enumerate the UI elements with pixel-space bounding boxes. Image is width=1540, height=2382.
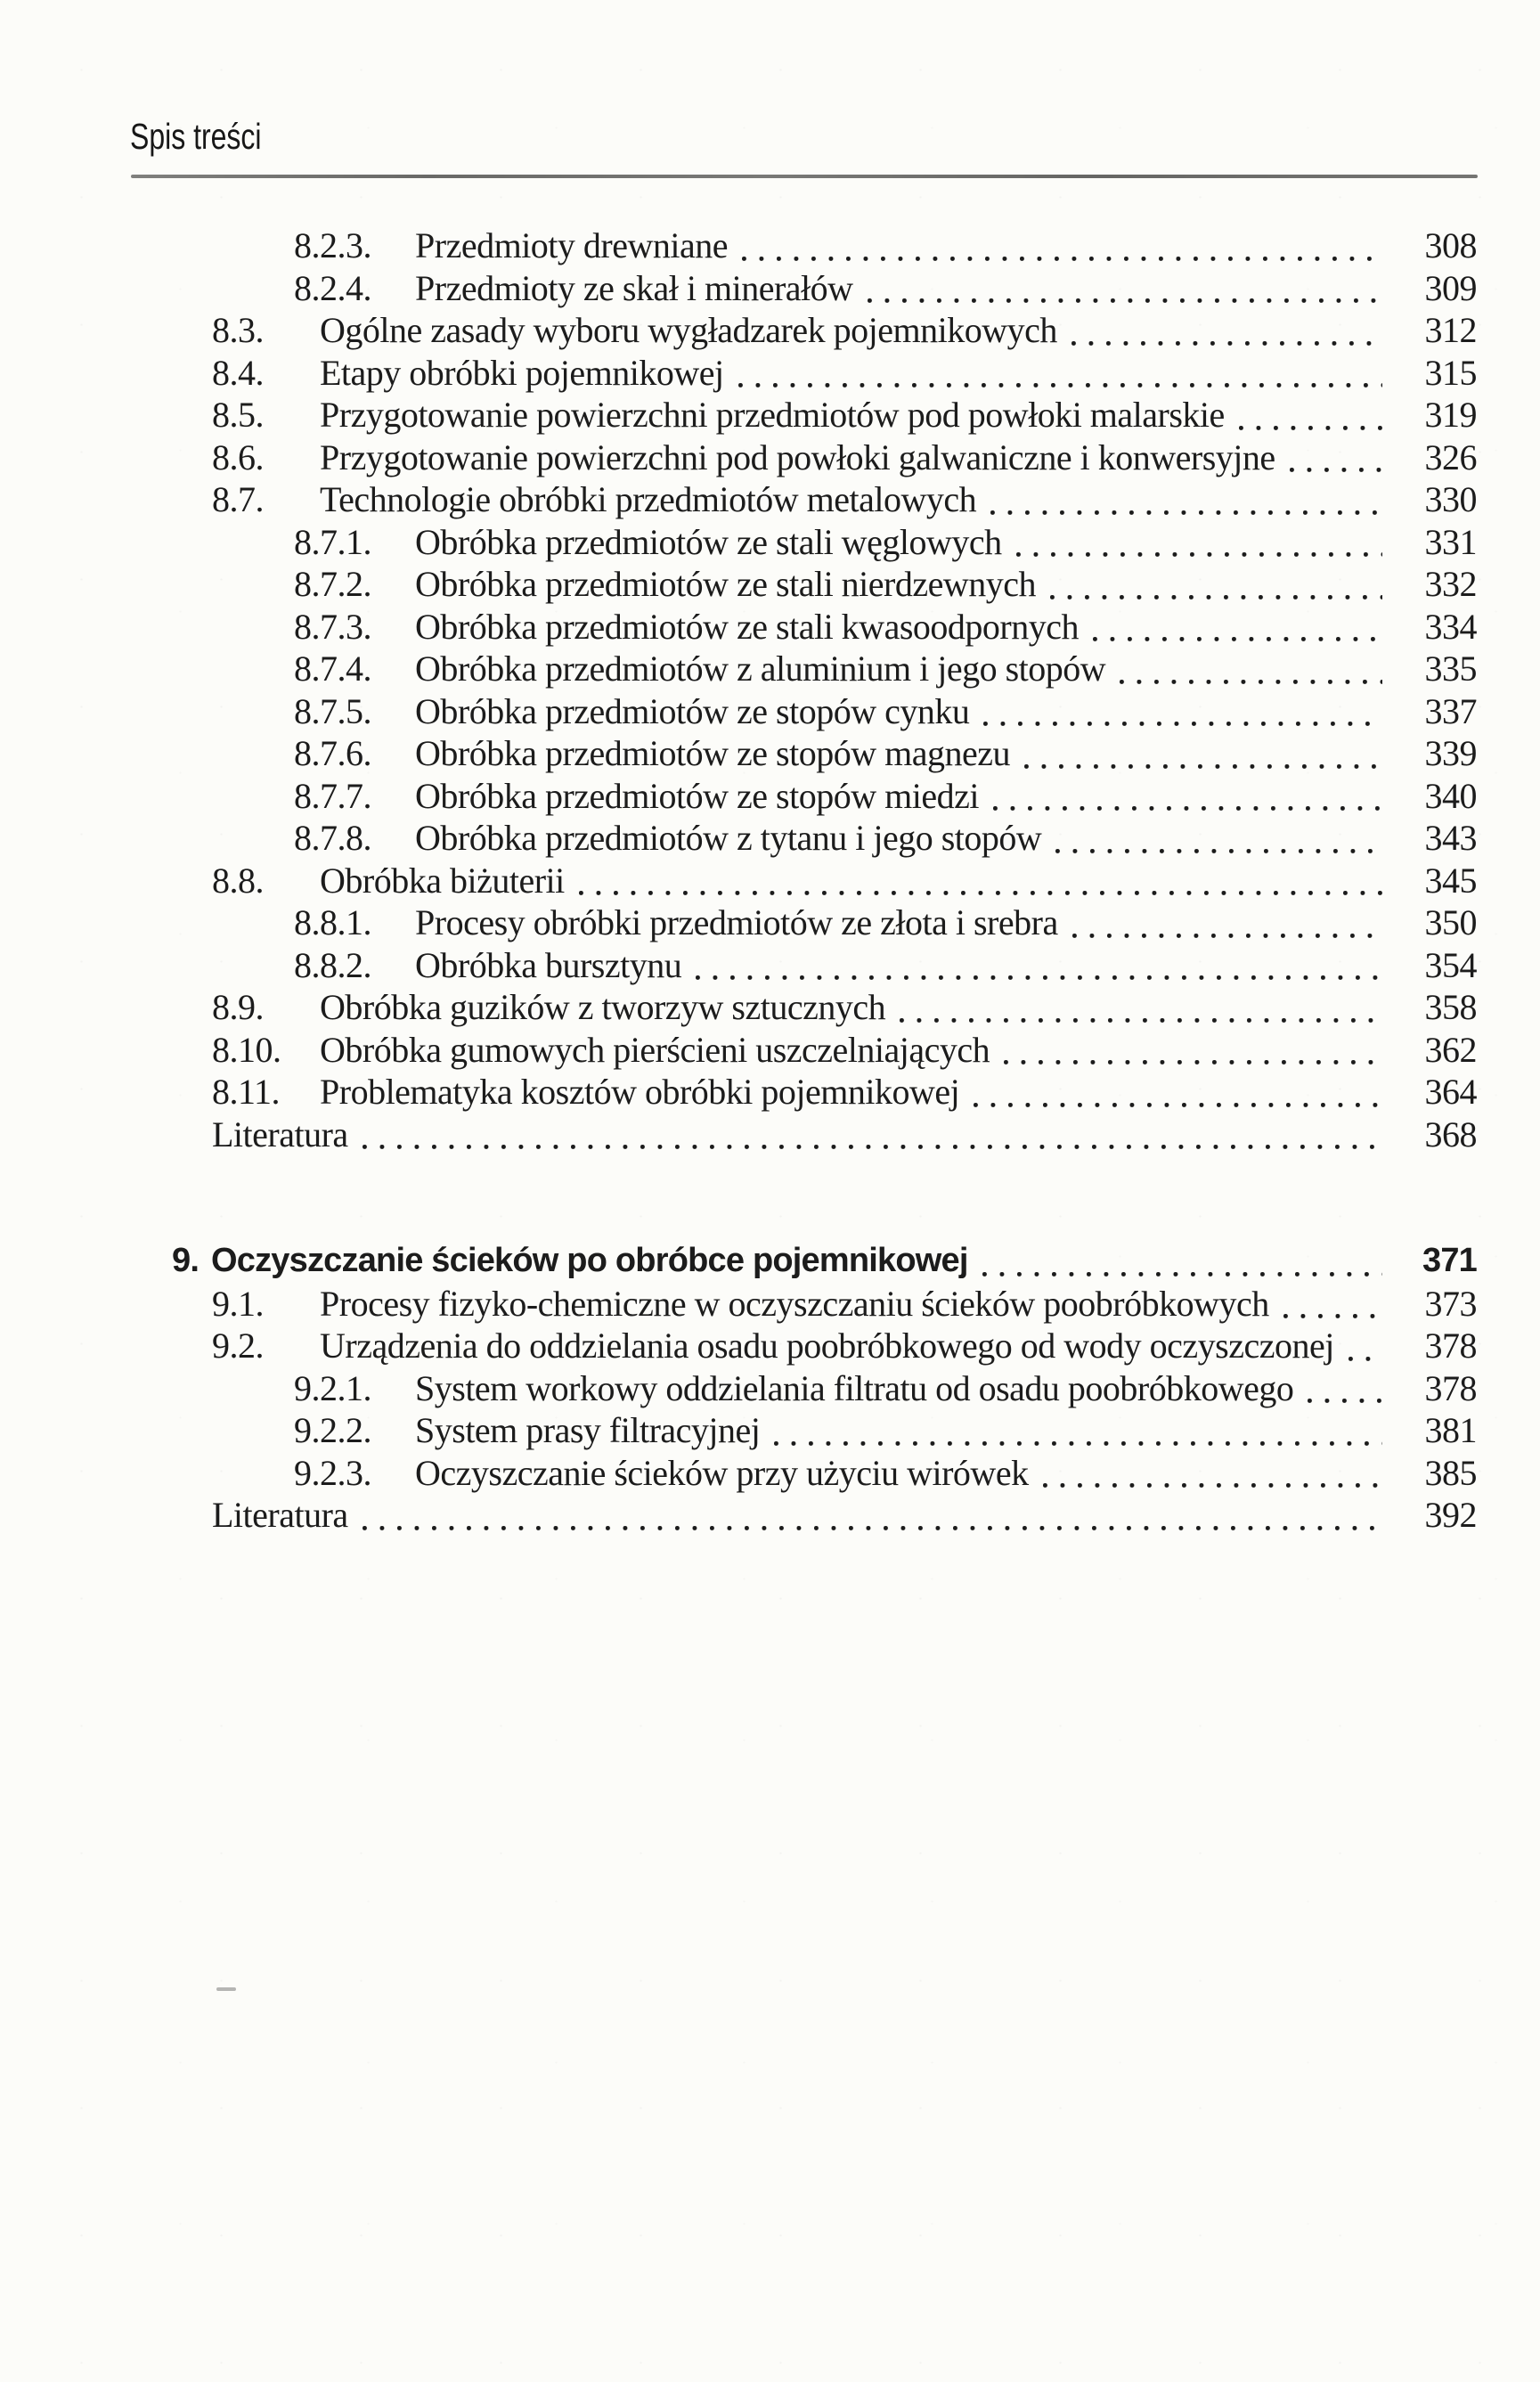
toc-page-number: 378 bbox=[1424, 1326, 1477, 1366]
toc-page-number: 368 bbox=[1424, 1114, 1477, 1154]
toc-page-number: 371 bbox=[1422, 1242, 1477, 1279]
toc-entry-number: 8.7.1. bbox=[294, 521, 371, 562]
toc-row bbox=[0, 521, 1540, 564]
toc-page-number: 319 bbox=[1424, 395, 1477, 435]
dot-leader bbox=[774, 1409, 1382, 1452]
toc-row bbox=[0, 267, 1540, 310]
toc-row bbox=[0, 690, 1540, 733]
toc-page-number: 339 bbox=[1424, 733, 1477, 773]
toc-row bbox=[0, 817, 1540, 860]
toc-entry-title: Literatura bbox=[212, 1495, 348, 1535]
toc-entry-number: 8.8.1. bbox=[294, 902, 371, 942]
toc-row bbox=[0, 309, 1540, 352]
toc-entry-title: Obróbka guzików z tworzyw sztucznych bbox=[320, 987, 886, 1027]
dot-leader bbox=[868, 267, 1382, 310]
toc-entry-title: System workowy oddzielania filtratu od osadu poobróbkowego bbox=[415, 1367, 1294, 1408]
toc-row bbox=[0, 1283, 1540, 1326]
toc-page-number: 381 bbox=[1424, 1410, 1477, 1450]
toc-entry-number: 8.3. bbox=[212, 310, 264, 350]
toc-row bbox=[0, 1452, 1540, 1495]
toc-entry-number: 8.8.2. bbox=[294, 944, 371, 985]
toc-page-number: 354 bbox=[1424, 944, 1477, 985]
dot-leader bbox=[1055, 817, 1382, 860]
toc-page-number: 362 bbox=[1424, 1029, 1477, 1070]
toc-entry-number: 8.5. bbox=[212, 395, 264, 435]
toc-entry-title: Obróbka przedmiotów ze stali węglowych bbox=[415, 521, 1002, 562]
dot-leader bbox=[1050, 563, 1382, 606]
toc-row bbox=[0, 1494, 1540, 1537]
toc-page-number: 331 bbox=[1424, 521, 1477, 562]
dot-leader bbox=[1071, 309, 1382, 352]
toc-entry-title: Obróbka przedmiotów ze stopów magnezu bbox=[415, 733, 1010, 773]
toc-row bbox=[0, 478, 1540, 521]
toc-page-number: 392 bbox=[1424, 1495, 1477, 1535]
toc-page-number: 335 bbox=[1424, 649, 1477, 689]
toc-page-number: 309 bbox=[1424, 267, 1477, 308]
dot-leader bbox=[696, 944, 1382, 987]
dot-leader bbox=[1239, 394, 1382, 436]
toc-row bbox=[0, 606, 1540, 649]
toc-entry-title: Urządzenia do oddzielania osadu poobróbkowego od wody oczyszczonej bbox=[320, 1326, 1334, 1366]
toc-entry-title: Obróbka przedmiotów ze stali nierdzewnych bbox=[415, 564, 1037, 604]
toc-entry-title: Obróbka biżuterii bbox=[320, 860, 565, 901]
toc-entry-title: Obróbka przedmiotów ze stopów miedzi bbox=[415, 775, 979, 816]
toc-entry-number: 8.8. bbox=[212, 860, 264, 901]
toc-entry-number: 9.2.3. bbox=[294, 1452, 371, 1493]
toc-row bbox=[0, 1029, 1540, 1072]
toc-entry-number: 8.7.3. bbox=[294, 606, 371, 647]
toc-row bbox=[0, 1240, 1540, 1283]
toc-entry-number: 8.4. bbox=[212, 352, 264, 393]
toc-page-number: 308 bbox=[1424, 225, 1477, 265]
toc-row bbox=[0, 775, 1540, 818]
toc-entry-number: 8.7.4. bbox=[294, 649, 371, 689]
dot-leader bbox=[1349, 1325, 1382, 1367]
toc-entry-title: Procesy obróbki przedmiotów ze złota i srebra bbox=[415, 902, 1058, 942]
toc-row bbox=[0, 986, 1540, 1029]
toc-row bbox=[0, 1325, 1540, 1367]
dot-leader bbox=[1043, 1452, 1382, 1495]
toc-row bbox=[0, 224, 1540, 267]
toc-entry-number: 8.10. bbox=[212, 1029, 281, 1070]
toc-page-number: 350 bbox=[1424, 902, 1477, 942]
toc-page-number: 334 bbox=[1424, 606, 1477, 647]
toc-page-number: 312 bbox=[1424, 310, 1477, 350]
toc-entry-number: 9.2. bbox=[212, 1326, 264, 1366]
toc-row bbox=[0, 944, 1540, 987]
toc-entry-title: System prasy filtracyjnej bbox=[415, 1410, 761, 1450]
dot-leader bbox=[983, 690, 1382, 733]
toc-entry-number: 9.1. bbox=[212, 1283, 264, 1324]
toc-page-number: 337 bbox=[1424, 690, 1477, 731]
dot-leader bbox=[990, 478, 1382, 521]
toc-entry-number: 8.6. bbox=[212, 436, 264, 477]
dot-leader bbox=[742, 224, 1382, 267]
toc-entry-title: Obróbka przedmiotów ze stopów cynku bbox=[415, 690, 970, 731]
toc-entry-title: Przedmioty drewniane bbox=[415, 225, 728, 265]
toc-page-number: 315 bbox=[1424, 352, 1477, 393]
toc-row bbox=[0, 648, 1540, 690]
dot-leader bbox=[363, 1114, 1382, 1156]
toc-page-number: 358 bbox=[1424, 987, 1477, 1027]
toc-row bbox=[0, 732, 1540, 775]
toc-row bbox=[0, 1071, 1540, 1114]
toc-entry-number: 9.2.1. bbox=[294, 1367, 371, 1408]
toc-entry-title: Technologie obróbki przedmiotów metalowych bbox=[320, 479, 977, 519]
dot-leader bbox=[1120, 648, 1382, 690]
table-of-contents bbox=[0, 224, 1540, 1537]
toc-page-number: 340 bbox=[1424, 775, 1477, 816]
toc-page-number: 364 bbox=[1424, 1072, 1477, 1112]
dot-leader bbox=[900, 986, 1382, 1029]
toc-entry-title: Literatura bbox=[212, 1114, 348, 1154]
toc-page-number: 330 bbox=[1424, 479, 1477, 519]
dot-leader bbox=[1283, 1283, 1382, 1326]
toc-entry-title: Etapy obróbki pojemnikowej bbox=[320, 352, 724, 393]
dot-leader bbox=[363, 1494, 1382, 1537]
toc-page-number: 373 bbox=[1424, 1283, 1477, 1324]
dot-leader bbox=[1004, 1029, 1382, 1072]
toc-entry-title: Obróbka gumowych pierścieni uszczelniających bbox=[320, 1029, 990, 1070]
toc-page-number: 378 bbox=[1424, 1367, 1477, 1408]
toc-row bbox=[0, 1114, 1540, 1156]
toc-page-number: 326 bbox=[1424, 436, 1477, 477]
toc-entry-title: Ogólne zasady wyboru wygładzarek pojemnikowych bbox=[320, 310, 1057, 350]
dot-leader bbox=[1072, 901, 1382, 944]
toc-entry-number: 8.7. bbox=[212, 479, 264, 519]
toc-row bbox=[0, 1367, 1540, 1410]
toc-entry-title: Przygotowanie powierzchni pod powłoki galwaniczne i konwersyjne bbox=[320, 436, 1275, 477]
dot-leader bbox=[579, 860, 1382, 902]
dot-leader bbox=[1016, 521, 1382, 564]
toc-entry-title: Oczyszczanie ścieków przy użyciu wirówek bbox=[415, 1452, 1029, 1493]
toc-entry-number: 8.7.7. bbox=[294, 775, 371, 816]
toc-entry-number: 9.2.2. bbox=[294, 1410, 371, 1450]
toc-row bbox=[0, 563, 1540, 606]
toc-entry-number: 8.7.8. bbox=[294, 818, 371, 858]
scan-artifact bbox=[216, 1987, 236, 1991]
toc-entry-title: Przygotowanie powierzchni przedmiotów pod powłoki malarskie bbox=[320, 395, 1225, 435]
toc-row bbox=[0, 1409, 1540, 1452]
toc-page-number: 332 bbox=[1424, 564, 1477, 604]
toc-entry-title: Obróbka przedmiotów z tytanu i jego stopów bbox=[415, 818, 1042, 858]
dot-leader bbox=[974, 1071, 1382, 1114]
header-rule bbox=[131, 175, 1478, 178]
toc-row bbox=[0, 860, 1540, 902]
toc-page-number: 343 bbox=[1424, 818, 1477, 858]
toc-entry-title: Problematyka kosztów obróbki pojemnikowej bbox=[320, 1072, 960, 1112]
dot-leader bbox=[993, 775, 1382, 818]
toc-entry-title: Procesy fizyko-chemiczne w oczyszczaniu ścieków poobróbkowych bbox=[320, 1283, 1269, 1324]
dot-leader bbox=[738, 352, 1382, 395]
toc-page-number: 385 bbox=[1424, 1452, 1477, 1493]
toc-row bbox=[0, 901, 1540, 944]
toc-entry-title: Obróbka przedmiotów z aluminium i jego stopów bbox=[415, 649, 1106, 689]
toc-row bbox=[0, 352, 1540, 395]
toc-row bbox=[0, 394, 1540, 436]
toc-entry-number: 8.9. bbox=[212, 987, 264, 1027]
toc-entry-number: 9. bbox=[172, 1242, 200, 1279]
toc-entry-title: Obróbka bursztynu bbox=[415, 944, 682, 985]
dot-leader bbox=[1290, 436, 1382, 479]
toc-entry-number: 8.7.2. bbox=[294, 564, 371, 604]
toc-entry-number: 8.2.4. bbox=[294, 267, 371, 308]
dot-leader bbox=[1093, 606, 1382, 649]
dot-leader bbox=[1024, 732, 1382, 775]
toc-entry-number: 8.2.3. bbox=[294, 225, 371, 265]
dot-leader bbox=[1308, 1367, 1382, 1410]
dot-leader bbox=[982, 1240, 1382, 1283]
toc-entry-number: 8.7.5. bbox=[294, 690, 371, 731]
toc-entry-title: Przedmioty ze skał i minerałów bbox=[415, 267, 853, 308]
toc-row bbox=[0, 436, 1540, 479]
page-title: Spis treści bbox=[130, 116, 262, 157]
toc-entry-number: 8.11. bbox=[212, 1072, 281, 1112]
toc-page-number: 345 bbox=[1424, 860, 1477, 901]
toc-entry-number: 8.7.6. bbox=[294, 733, 371, 773]
toc-entry-title: Obróbka przedmiotów ze stali kwasoodpornych bbox=[415, 606, 1079, 647]
toc-entry-title: Oczyszczanie ścieków po obróbce pojemnikowej bbox=[211, 1242, 968, 1279]
